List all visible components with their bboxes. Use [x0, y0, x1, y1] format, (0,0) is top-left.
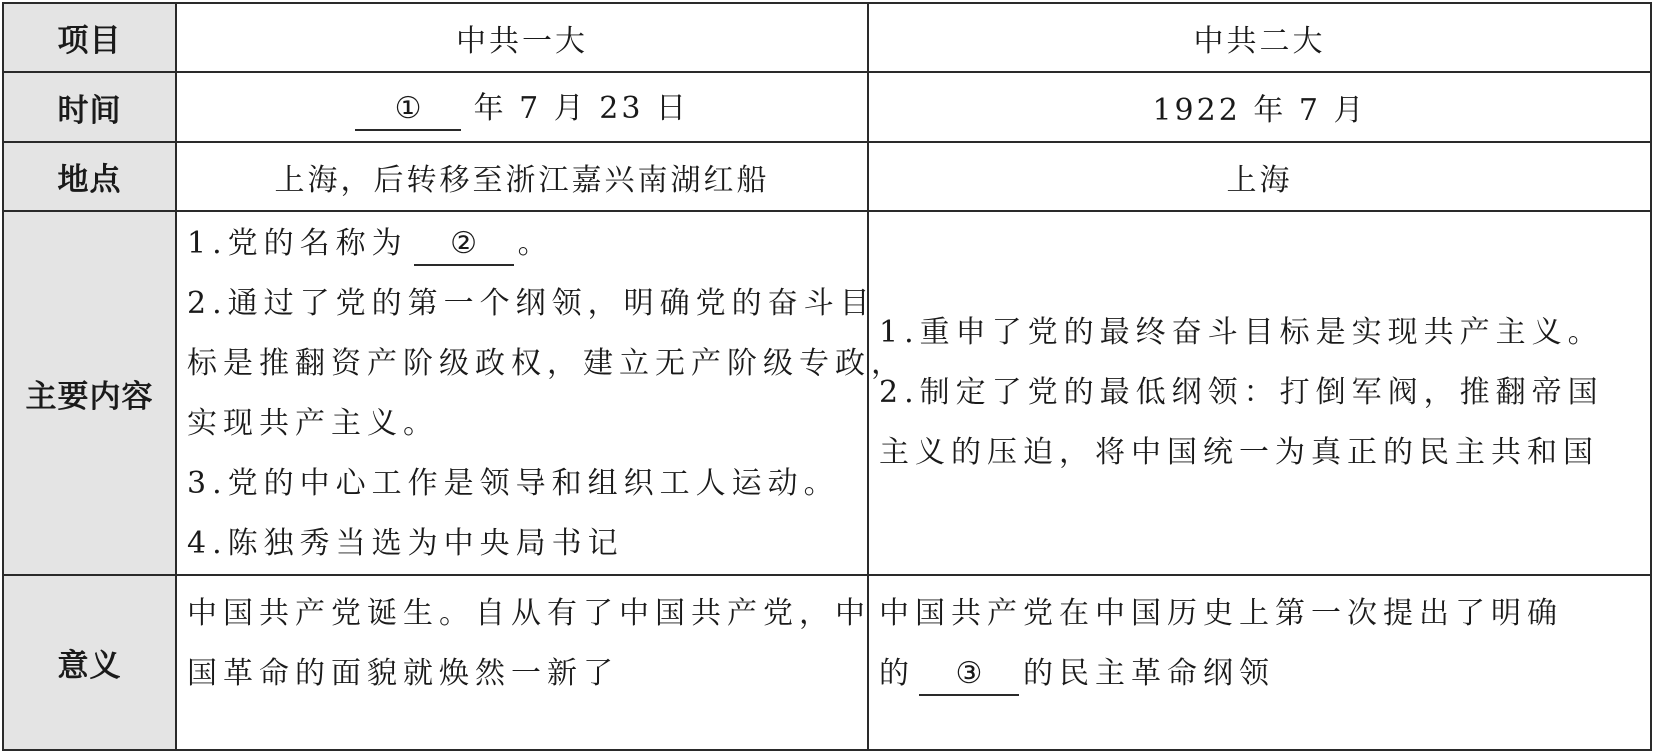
header-item-cell: 项目 [3, 3, 176, 72]
significance-row [3, 575, 1651, 750]
content-second-line-3: 主义的压迫，将中国统一为真正的民主共和国 [879, 435, 1599, 470]
header-first-congress-cell: 中共一大 [176, 3, 868, 72]
time-second-cell: 1922 年 7 月 [868, 72, 1651, 142]
line-text: 。 [517, 226, 554, 261]
content-second-line-2: 2.制定了党的最低纲领：打倒军阀，推翻帝国 [879, 375, 1604, 410]
content-first-line-6: 4.陈独秀当选为中央局书记 [187, 526, 624, 561]
content-first-line-5: 3.党的中心工作是领导和组织工人运动。 [187, 466, 840, 501]
time-first-suffix: 年 7 月 23 日 [473, 91, 689, 126]
time-row [3, 72, 1651, 142]
content-first-line-1 [187, 214, 859, 274]
place-second-cell: 上海 [868, 142, 1651, 211]
significance-label: 意义 [3, 575, 176, 750]
content-label: 主要内容 [3, 211, 176, 575]
line-text: 的民主革命纲领 [1023, 656, 1275, 691]
content-second-cell [868, 211, 1651, 575]
time-first-cell [176, 72, 868, 142]
significance-first-cell [176, 575, 871, 750]
significance-second-line-2 [879, 644, 1642, 704]
answer-blank-3[interactable]: ③ [919, 654, 1019, 696]
significance-second-cell [868, 575, 1651, 750]
content-first-line-2: 2.通过了党的第一个纲领，明确党的奋斗目 [187, 286, 876, 321]
place-row [3, 142, 1651, 211]
answer-blank-2[interactable]: ② [414, 224, 514, 266]
line-text: 的 [879, 656, 915, 691]
content-first-line-4: 实现共产主义。 [187, 406, 439, 441]
place-first-cell: 上海，后转移至浙江嘉兴南湖红船 [176, 142, 868, 211]
header-second-congress-cell: 中共二大 [868, 3, 1651, 72]
significance-first-line-1: 中国共产党诞生。自从有了中国共产党，中 [187, 596, 871, 631]
content-row [3, 211, 1651, 575]
significance-second-line-1: 中国共产党在中国历史上第一次提出了明确 [879, 596, 1563, 631]
content-first-cell [176, 211, 907, 575]
answer-blank-1[interactable]: ① [355, 89, 461, 131]
content-second-line-1: 1.重申了党的最终奋斗目标是实现共产主义。 [879, 315, 1604, 350]
content-first-line-3: 标是推翻资产阶级政权，建立无产阶级专政， [187, 346, 907, 381]
line-text: 1.党的名称为 [187, 226, 408, 261]
cpc-congress-comparison-table [2, 2, 1652, 751]
significance-first-line-2: 国革命的面貌就焕然一新了 [187, 656, 619, 691]
time-label: 时间 [3, 72, 176, 142]
header-row [3, 3, 1651, 72]
place-label: 地点 [3, 142, 176, 211]
